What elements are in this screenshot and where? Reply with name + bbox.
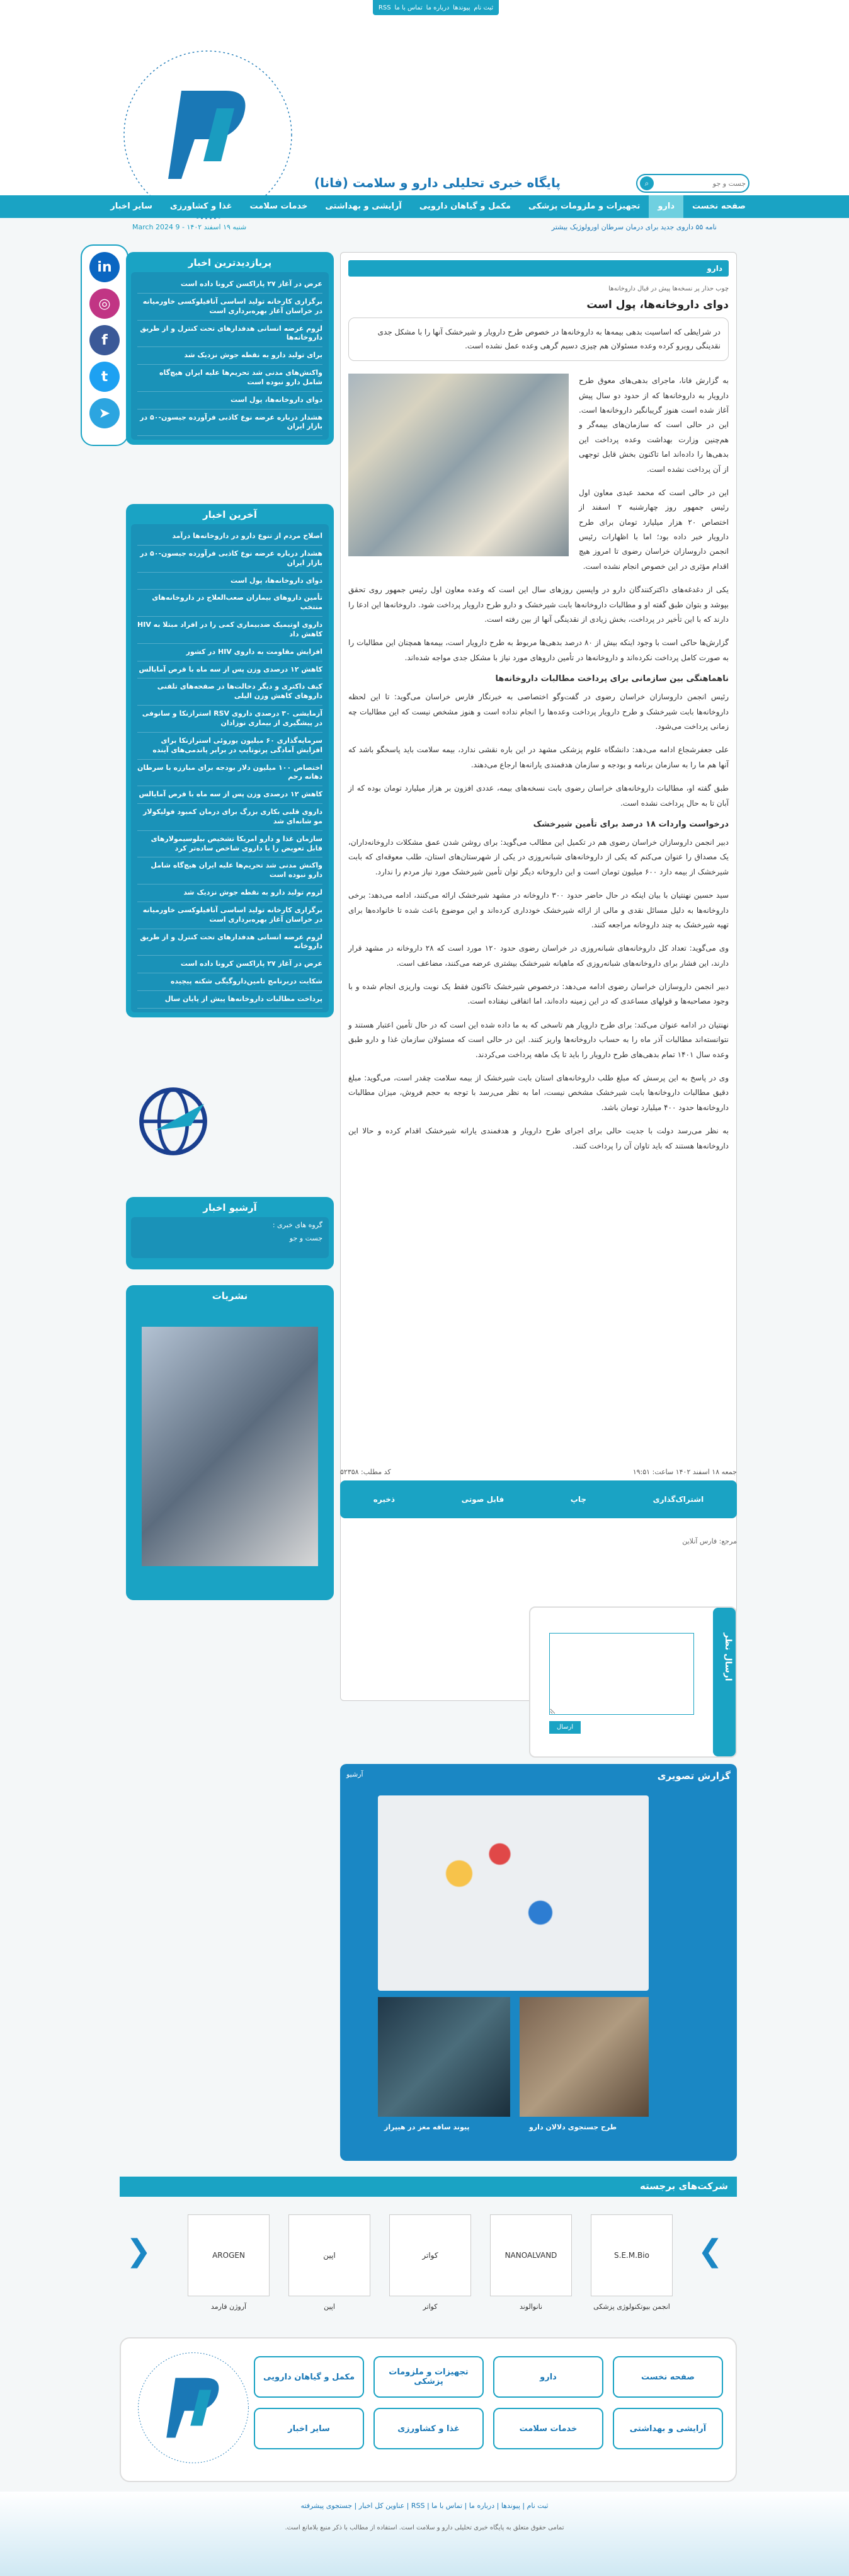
partner-logo[interactable]: AROGEN [188,2214,270,2296]
list-item[interactable]: اختصاص ۱۰۰ میلیون دلار بودجه برای مبارزه با سرطان دهانه رحم [137,760,322,787]
list-item[interactable]: برای تولید دارو به نقطه جوش نزدیک شد [137,347,322,365]
article-meta [340,1468,737,1476]
gallery-caption-right[interactable]: طرح جستجوی دلالان دارو [529,2123,617,2131]
site-title: پایگاه خبری تحلیلی دارو و سلامت (فانا) [314,175,561,190]
news-ticker [126,218,723,236]
footer-links [120,2337,737,2482]
archive-title: آرشیو اخبار [203,1202,257,1213]
archive-form [131,1217,329,1258]
article-paragraph: وی می‌گوید: تعداد کل داروخانه‌های شبانه‌روزی در خراسان رضوی حدود ۱۲۰ مورد است که ۲۸ داروخانه در مشهد قرار دارند، این فشار برای داروخانه‌های شبانه‌روزی که ماهیانه شیرخشک بیشتری عرضه می‌کنند، مضاعف است. [348,944,729,968]
list-item[interactable]: اصلاح مردم از تنوع دارو در داروخانه‌ها درآمد [137,528,322,546]
list-item[interactable]: سازمان غذا و دارو امریکا تشخیص بیلوسیمولارهای قابل تعویض را با داروی شاخص ساده‌تر کرد [137,831,322,858]
list-item[interactable]: واکنش‌های مدنی شد تحریم‌ها علیه ایران هیچ‌گاه شامل دارو نبوده است [137,365,322,392]
share-button[interactable]: اشتراک‌گذاری [652,1495,704,1504]
archive-search[interactable]: جست و جو [289,1234,322,1242]
source-label: مرجع: فارس آنلاین [682,1537,737,1545]
header [0,15,849,195]
list-item[interactable]: لزوم عرضه انسانی هدفدارهای تحت کنترل و از طریق داروخانه [137,929,322,956]
comment-title: ارسال نظر [723,1633,733,1681]
footer-link-equipment[interactable]: تجهیزات و ملزومات پزشکی [373,2356,484,2398]
gallery-thumb-left[interactable] [378,1997,510,2117]
main-nav [0,195,849,218]
gallery-main-image[interactable] [378,1795,649,1991]
top-link-contact[interactable]: تماس با ما [394,4,423,11]
current-date: شنبه ۱۹ اسفند ۱۴۰۲ - 9 March 2024 [132,222,247,231]
nav-supplements[interactable]: مکمل و گیاهان دارویی [419,202,511,211]
print-button[interactable]: چاپ [570,1495,586,1504]
list-item[interactable]: برگزاری کارخانه تولید اساسی آنافیلوکسی خاورمیانه در خراسان آغاز بهره‌برداری است [137,294,322,321]
breadcrumb: چوب حذار پر نسخه‌ها پیش در قبال داروخانه‌ها [608,285,729,292]
bottom-links[interactable]: ثبت نام | پیوندها | درباره ما | تماس با ما | RSS | عناوین کل اخبار | جستجوی پیشرفته [300,2502,549,2510]
list-item[interactable]: دوای داروخانه‌ها، پول است [137,573,322,590]
section-title: دارو [348,260,729,277]
search-box [636,174,749,193]
gallery-thumb-right[interactable] [520,1997,649,2117]
partners-title: شرکت‌های برجسته [120,2177,737,2197]
partner-name: کواتر [423,2303,438,2311]
partner-logo[interactable]: اپین [288,2214,370,2296]
article-date: جمعه ۱۸ اسفند ۱۴۰۲ ساعت: ۱۹:۵۱ [632,1468,737,1476]
twitter-icon[interactable]: t [89,362,120,392]
comment-box [529,1606,737,1758]
list-item[interactable]: تأمین داروهای بیماران صعب‌العلاج در داروخانه‌های منتخب [137,590,322,617]
partner-name: آروژن فارمد [210,2303,247,2311]
list-item[interactable]: داروی قلبی بکاری بزرگ برای درمان کمبود فولیکولار مو شانه‌ای شد [137,804,322,831]
chevron-left-icon[interactable]: ❮ [126,2233,152,2269]
top-link-links[interactable]: پیوندها [453,4,470,11]
partner-name: اپین [324,2303,335,2311]
article-paragraph: به گزارش فانا، ماجرای بدهی‌های معوق طرح دارویار به داروخانه‌ها که از حدود دو سال پیش آغاز شده است هنوز گریبانگیر داروخانه‌ها است. این در حالی است که سازمان‌های بیمه‌گر و هم‌چنین وزارت بهداشت وعده پرداخت این بدهی‌ها را داده‌اند اما تاکنون بخش قابل توجهی از آن پرداخت نشده است. [579,376,729,474]
list-item[interactable]: افزایش مقاومت به داروی HIV در کشور [137,644,322,661]
most-viewed-box [126,252,334,445]
article-photo [348,374,569,556]
list-item[interactable]: لزوم تولید دارو به نقطه جوش نزدیک شد [137,884,322,902]
latest-news-box [126,504,334,1017]
partner-logo[interactable]: کواتر [389,2214,471,2296]
top-bar [0,0,849,15]
article-paragraph: دبیر انجمن داروسازان خراسان رضوی هم در تکمیل این مطالب می‌گوید: برای روشن شدن عمق مشکلات داروخانه‌داران، یک مصداق را عنوان می‌کنم که یکی از داروخانه‌های شبانه‌روزی در یکی از شهرستان‌های استان، طلب معوقه‌ای که بابت شیرخشک از بیمه دارد ۶۰۰ میلیون تومان است و این داروخانه دیگر توان تأمین شیرخشک مورد نیاز مردم را ندارد. [348,837,729,876]
list-item[interactable]: کیف داکتری و دیگر دخالت‌ها در صفحه‌های تلفنی داروهای کاهش وزن الیلی [137,678,322,706]
article-paragraph: علی جعفرشجاع ادامه می‌دهد: دانشگاه علوم پزشکی مشهد در این باره نقشی ندارد، بیمه سلامت باید پاسخگو باشد که آنها هم ما را به سازمان برنامه و بودجه و سازمان هدفمندی یارانه‌ها ارجاع می‌دهند. [348,745,729,769]
gallery-caption-left[interactable]: پیوند ساقه مغز در هیپراز [384,2123,470,2131]
article-lead: در شرایطی که اساسیت بدهی بیمه‌ها به داروخانه‌ها در خصوص طرح دارویار و شیرخشک آنها را با مشکل جدی نقدینگی روبرو کرده وعده مسئولان هم چیزی دسیم‌‌ گرهی وعده عمل نشده است. [348,318,729,361]
latest-news-title: آخرین اخبار [203,509,257,520]
article-paragraph: به نظر می‌رسد دولت با جدیت حالی برای اجرای طرح دارویار و هدفمندی یارانه شیرخشک اقدام کرده و حالا این داروخانه‌ها هستند که باید تاوان آن را پرداخت کنند. [348,1126,729,1150]
partners-section [0,2177,849,2334]
footer-link-other[interactable]: سایر اخبار [254,2408,364,2449]
footer-link-health[interactable]: خدمات سلامت [493,2408,603,2449]
footer-link-cosmetics[interactable]: آرایشی و بهداشتی [613,2408,723,2449]
footer-link-food[interactable]: غذا و کشاورزی [373,2408,484,2449]
search-icon[interactable]: ⌕ [640,176,654,190]
archive-box [126,1197,334,1269]
social-bar [81,244,128,446]
instagram-icon[interactable]: ◎ [89,289,120,319]
list-item[interactable]: آزمایشی ۳۰ درصدی داروی RSV استرازنکا و سانوفی در پیشگیری از بیماری نوزادان [137,706,322,733]
photo-report [340,1764,737,2161]
article-paragraph: سید حسین نهنتیان با بیان اینکه در حال حاضر حدود ۳۰۰ داروخانه در مشهد شیرخشک ارائه می‌کنند، ادامه می‌دهد: برخی داروخانه‌ها به دلیل مسائل نقدی و مالی از ارائه شیرخشک خودداری کرده‌اند و این موضوع باعث شده تا خانواده‌ها برای تهیه شیرخشک به چند داروخانه مراجعه کنند. [348,891,729,929]
list-item[interactable]: کاهش ۱۲ درصدی وزن پس از سه ماه با قرص آمایالس [137,661,322,679]
article-paragraph: نهنتیان در ادامه عنوان می‌کند: برای طرح دارویار هم تاسخی که به ما داده شده این است که در حال تأمین اعتبار هستند و نتوانسته‌اند مطالبات آذر ماه را به حساب داروخانه‌ها واریز کنند. این در حالی است که مسئولان سازمان غذا و دارو طبق وعده سال ۱۴۰۱ تمام بدهی‌های طرح دارویار را باید تا یک ماهه پرداخت می‌کردند. [348,1020,729,1059]
chevron-right-icon[interactable]: ❯ [697,2233,723,2269]
list-item[interactable]: سرمایه‌گذاری ۶۰ میلیون یوروئی استرازنکا برای افزایش آمادگی پرتوتایپ در برابر پاندمی‌های آینده [137,733,322,760]
gallery-archive-link[interactable]: آرشیو [346,1770,363,1778]
telegram-icon[interactable]: ➤ [89,398,120,428]
list-item[interactable]: هشدار درباره عرضه نوع کاذبی فرآورده جیسون-۵۰ در بازار ایران [137,409,322,437]
most-viewed-list [131,272,329,440]
copyright: تمامی حقوق متعلق به پایگاه خبری تحلیلی دارو و سلامت است. استفاده از مطالب با ذکر منبع بلامانع است. [285,2524,564,2531]
latest-news-list [131,524,329,1012]
article-title: دوای داروخانه‌ها، پول است [586,299,729,311]
linkedin-icon[interactable]: in [89,252,120,282]
search-input[interactable] [654,180,746,188]
nav-food[interactable]: غذا و کشاورزی [169,202,232,211]
footer-link-supplements[interactable]: مکمل و گیاهان دارویی [254,2356,364,2398]
subheading: ناهماهنگی بین سازمانی برای پرداخت مطالبات داروخانه‌ها [495,674,729,684]
publication-box [126,1285,334,1600]
nav-drug[interactable]: دارو [649,195,683,218]
list-item[interactable]: پرداخت مطالبات داروخانه‌ها پیش از پایان سال [137,991,322,1009]
article-tools [340,1468,737,1525]
gallery-title: گزارش تصویری [657,1770,731,1782]
article-paragraph: یکی از دغدغه‌های داکتر‌کنندگان دارو در واپسین روزهای سال این است که وعده معاون اول رئیس جمهور روی تحقق بپوشد و بتوان طبق گفته او و مطالبات داروخانه‌ها بابت شیرخشک و دارو طرح دارویار پرداخت شود. داروخانه‌ها این ادعا را دارند که با این تأخیر در پرداخت، بخش زیادی از نقدینگی آنها از بین رفته است. [348,585,729,624]
bottom-bar [0,2492,849,2576]
nav-other[interactable]: سایر اخبار [110,202,152,211]
article-paragraph: رئیس انجمن داروسازان خراسان رضوی در گفت‌وگو اختصاصی به خبرنگار فارس خراسان می‌گوید: تا این لحظه داروخانه‌ها بابت شیرخشک و طرح دارویار پرداخت وعده‌ها را انجام نداده است و هنوز مشخص نیست که این مطالبات چه زمانی پرداخت می‌شود. [348,692,729,731]
top-link-about[interactable]: درباره ما [426,4,450,11]
footer-link-home[interactable]: صفحه نخست [613,2356,723,2398]
comment-textarea[interactable] [549,1633,694,1715]
top-link-register[interactable]: ثبت نام [474,4,494,11]
facebook-icon[interactable]: f [89,325,120,355]
save-button[interactable]: ذخیره [373,1495,396,1504]
list-item[interactable]: کاهش ۱۲ درصدی وزن پس از سه ماه با قرص آمایالس [137,786,322,804]
article-paragraph: گزارش‌ها حاکی است با وجود اینکه بیش از ۸۰ درصد بدهی‌ها مربوط به طرح دارویار است، بیمه‌ها همچنان این مطالبات را به صورت کامل پرداخت نکرده‌اند و داروخانه‌ها در تأمین داروهای مورد نیاز با مشکل جدی مواجه شده‌اند. [348,638,729,662]
article-paragraph: این در حالی است که محمد عبدی معاون اول رئیس جمهور روز چهارشنبه ۲ اسفند از اختصاص ۲۰ هزار میلیارد تومان برای طرح دارویار خبر داده بود؛ اما با اظهارات رئیس انجمن داروسازان خراسان رضوی تا امروز هیچ اقدام مؤثری در این خصوص انجام نشده است. [579,488,729,571]
list-item[interactable]: شکایت دربرنامج تامین‌داروگیگی‌ شکنه پیچیده [137,973,322,991]
globe-logo [129,1077,217,1165]
publication-title: نشریات [212,1290,248,1302]
publication-image[interactable] [142,1327,318,1566]
list-item[interactable]: هشدار درباره عرضه نوع کاذبی فرآورده جیسون-۵۰ در بازار ایران [137,546,322,573]
most-viewed-title: پربازدیدترین اخبار [188,257,272,268]
article-paragraph: دبیر انجمن داروسازان خراسان رضوی ادامه می‌دهد: درخصوص شیرخشک تاکنون فقط یک نوبت واریزی انجام شده و با وجود مصاحبه‌ها و قولهای مساعدی که در این زمینه داده‌اند، اما اتفاقی نیفتاده است. [348,982,729,1006]
article-paragraph: طبق گفته او، مطالبات داروخانه‌های خراسان رضوی بابت نسخه‌های بیمه، عددی افزون بر هزار میلیارد تومان بوده که از آبان تا به حال پرداخت نشده است. [348,784,729,808]
article-code: کد مطلب: ۵۲۳۵۸ [340,1468,391,1476]
list-item[interactable]: برگزاری کارخانه تولید اساسی آنافیلوکسی خاورمیانه در خراسان آغاز بهره‌برداری است [137,902,322,929]
list-item[interactable]: عرض در آغاز ۲۷ پاراکسن کرونا داده است [137,956,322,973]
top-link-rss[interactable]: RSS [378,4,391,11]
footer-link-drug[interactable]: دارو [493,2356,603,2398]
audio-button[interactable]: فایل صوتی [461,1495,504,1504]
ticker-headline[interactable]: نامه ۵۵ داروی جدید برای درمان سرطان اورولوژیک بیشتر [551,222,717,231]
news-groups-label: گروه های خبری : [272,1221,322,1229]
partner-name: انجمن بیوتکنولوژی پزشکی [593,2303,670,2311]
partner-logo[interactable]: NANOALVAND [490,2214,572,2296]
partner-name: نانوالوند [519,2303,543,2311]
list-item[interactable]: لزوم عرضه انسانی هدفدارهای تحت کنترل و از طریق داروخانه‌ها [137,321,322,348]
nav-equipment[interactable]: تجهیزات و ملزومات پزشکی [528,202,641,211]
list-item[interactable]: داروی اوتیمیک ضدبیماری کمی را در افراد مبتلا به HIV کاهش داد [137,617,322,644]
tool-bar [340,1480,737,1518]
article-paragraph: وی در پاسخ به این پرسش که مبلغ طلب داروخانه‌های استان بابت شیرخشک از بیمه سلامت چقدر است، می‌گوید: مبلغ دقیق مطالبات داروخانه‌ها بابت شیرخشک مشخص نیست، اما به نظر می‌رسد با توجه به حجم فروش، میزان مطالبات داروخانه‌ها حدود ۴۰۰ میلیارد تومان باشد. [348,1073,729,1112]
partner-logo[interactable]: S.E.M.Bio [591,2214,673,2296]
top-links [373,0,499,15]
nav-health-services[interactable]: خدمات سلامت [249,202,308,211]
footer-logo[interactable] [134,2348,253,2468]
list-item[interactable]: عرض در آغاز ۲۷ پاراکسن کرونا داده است [137,276,322,294]
list-item[interactable]: دوای داروخانه‌ها، پول است [137,392,322,409]
subheading: درخواست واردات ۱۸ درصد برای تأمین شیرخشک [533,819,729,829]
comment-submit-button[interactable]: ارسال [549,1721,581,1734]
nav-home[interactable]: صفحه نخست [692,202,746,211]
comment-side-bar [713,1608,736,1756]
nav-cosmetics[interactable]: آرایشی و بهداشتی [325,202,402,211]
list-item[interactable]: واکنش مدنی شد تحریم‌ها علیه ایران هیچ‌گاه شامل دارو نبوده است [137,857,322,884]
